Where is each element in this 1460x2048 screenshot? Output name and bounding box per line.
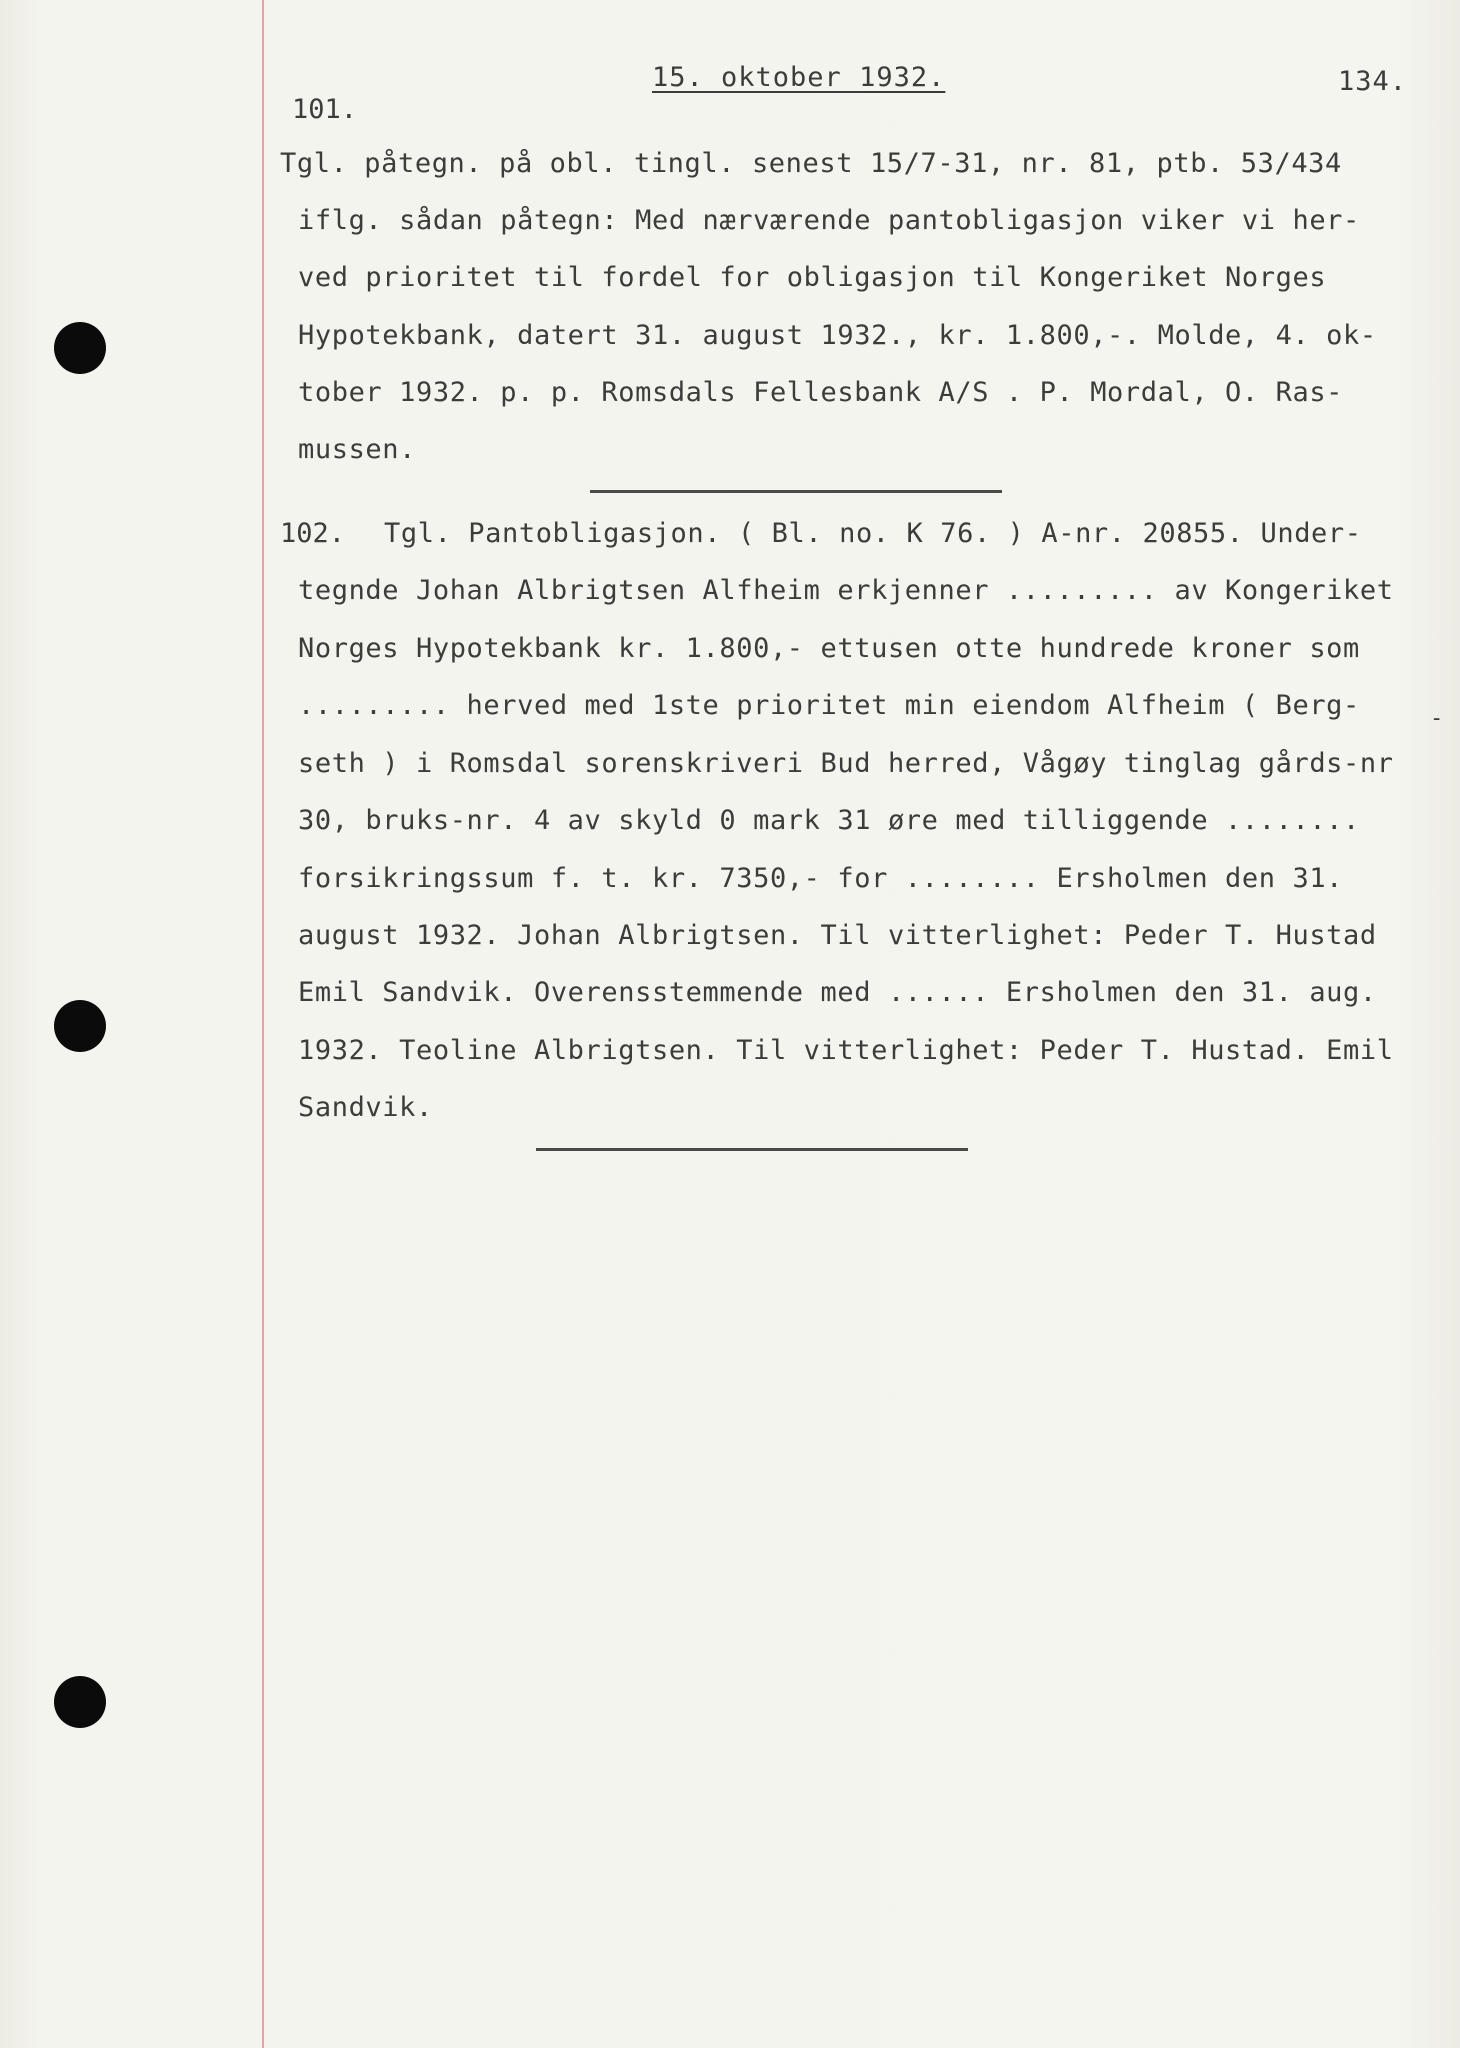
page-date: 15. oktober 1932. — [652, 62, 946, 93]
entry-separator-1 — [590, 490, 1002, 493]
punch-hole-middle — [54, 1000, 106, 1052]
entry-102-line-2: tegnde Johan Albrigtsen Alfheim erkjenner ......... av Kongeriket — [298, 575, 1394, 606]
entry-102-line-3: Norges Hypotekbank kr. 1.800,- ettusen otte hundrede kroner som — [298, 633, 1360, 664]
entry-101-line-3: ved prioritet til fordel for obligasjon til Kongeriket Norges — [298, 262, 1327, 293]
entry-101-line-1: Tgl. påtegn. på obl. tingl. senest 15/7-31, nr. 81, ptb. 53/434 — [280, 148, 1342, 179]
entry-102-line-1: Tgl. Pantobligasjon. ( Bl. no. K 76. ) A-nr. 20855. Under- — [384, 518, 1362, 549]
entry-102-line-9: Emil Sandvik. Overensstemmende med ...... Ersholmen den 31. aug. — [298, 977, 1377, 1008]
margin-rule — [262, 0, 264, 2048]
entry-separator-2 — [536, 1148, 968, 1151]
entry-101-line-5: tober 1932. p. p. Romsdals Fellesbank A/S . P. Mordal, O. Ras- — [298, 377, 1344, 408]
entry-101-line-6: mussen. — [298, 434, 416, 465]
entry-102-line-5: seth ) i Romsdal sorenskriveri Bud herred, Vågøy tinglag gårds-nr — [298, 748, 1394, 779]
entry-102-line-8: august 1932. Johan Albrigtsen. Til vitterlighet: Peder T. Hustad — [298, 920, 1377, 951]
entry-number-102: 102. — [280, 518, 346, 549]
punch-hole-top — [54, 322, 106, 374]
page-number: 134. — [1338, 66, 1408, 97]
entry-102-line-4: ......... herved med 1ste prioritet min eiendom Alfheim ( Berg- — [298, 690, 1360, 721]
punch-hole-bottom — [54, 1676, 106, 1728]
entry-102-line-7: forsikringssum f. t. kr. 7350,- for ........ Ersholmen den 31. — [298, 863, 1344, 894]
entry-102-line-6: 30, bruks-nr. 4 av skyld 0 mark 31 øre med tilliggende ........ — [298, 805, 1360, 836]
margin-mark: ‐ — [1430, 706, 1444, 731]
entry-number-101: 101. — [292, 94, 358, 125]
entry-101-line-4: Hypotekbank, datert 31. august 1932., kr. 1.800,-. Molde, 4. ok- — [298, 320, 1377, 351]
entry-102-line-11: Sandvik. — [298, 1092, 433, 1123]
entry-102-line-10: 1932. Teoline Albrigtsen. Til vitterlighet: Peder T. Hustad. Emil — [298, 1035, 1394, 1066]
entry-101-line-2: iflg. sådan påtegn: Med nærværende pantobligasjon viker vi her- — [298, 205, 1360, 236]
